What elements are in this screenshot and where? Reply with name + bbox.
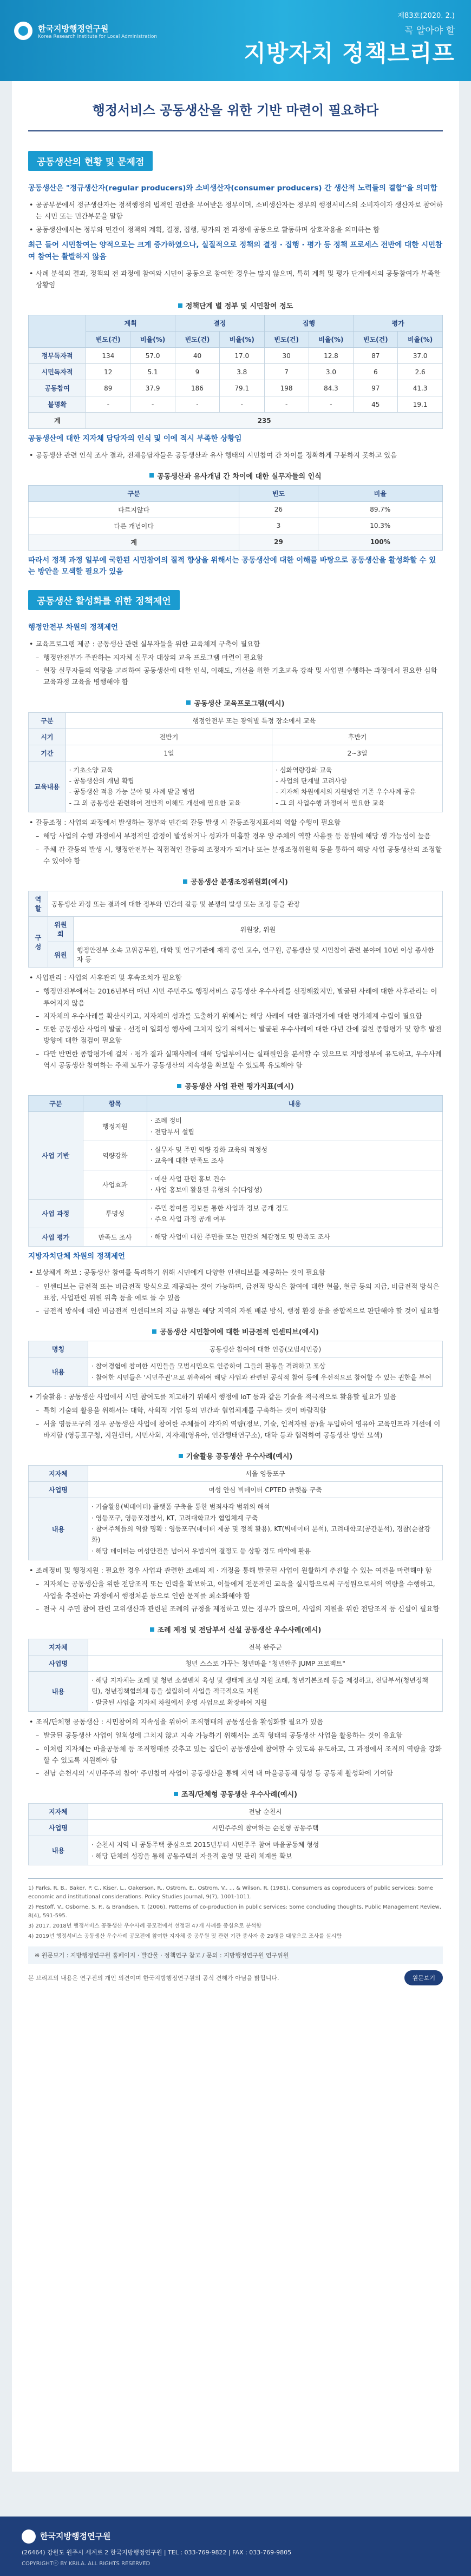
square-icon	[178, 303, 182, 308]
incentive-table: 명칭 공동생산 참여에 대한 인증(모범시민증) 내용 · 참여경험에 참여한 시민들을 모범시민으로 인증하여 그들의 활동을 격려하고 포상 · 참여한 시민들은 '시민주권'으로 위촉하여 해당 사업과 관련된 공식적 참여 등에 우선적으로 참여할 수 있는 권한을 부여	[28, 1341, 443, 1387]
table-header: 계획	[86, 315, 175, 332]
sub-bullet: – 특히 기술의 활용을 위해서는 대학, 사회적 기업 등의 민간과 협업체계를 구축하는 것이 바람직함	[28, 1405, 443, 1416]
table-header: 비율(%)	[219, 332, 264, 348]
square-icon	[179, 1454, 183, 1458]
sub-bullet: – 또한 공동생산 사업의 발굴 · 선정이 일회성 행사에 그치지 않기 위해서는 발굴된 우수사례에 대한 다년 간에 걸친 종합평가 및 향후 발전방향에 대한 점검이 필요함	[28, 1023, 443, 1047]
sub-bullet: – 현장 실무자들의 역량을 고려하여 공동생산에 대한 인식, 이해도, 개선을 위한 기초교육 강좌 및 사업별 수행하는 과정에서 필요한 심화교육과정 교육을 병행해야 함	[28, 665, 443, 688]
table-total-row: 계 235	[29, 413, 443, 429]
table-header: 구분	[29, 485, 239, 501]
footer-copyright: COPYRIGHTⓒ BY KRILA. ALL RIGHTS RESERVED	[22, 2561, 151, 2567]
table-header: 빈도(건)	[175, 332, 219, 348]
sub-bullet: – 인센티브는 금전적 또는 비금전적 방식으로 제공되는 것이 가능하며, 금전적 방식은 참여에 대한 현물, 현금 등의 지급, 비금전적 방식은 표창, 사업관련 위원 위촉 등을 예로 들 수 있음	[28, 1281, 443, 1304]
sub-bullet: – 발굴된 공동생산 사업이 일회성에 그치지 않고 지속 가능하기 위해서는 조직 형태의 공동생산 사업을 활용하는 것이 유효함	[28, 1730, 443, 1741]
bullet-text: • 갈등조정 : 사업의 과정에서 발생하는 정부와 민간의 갈등 발생 시 갈등조정지표서의 역할 수행이 필요함	[28, 817, 443, 828]
table-header: 내용	[147, 1096, 443, 1112]
contact-info: ※ 원문보기 : 지방행정연구원 홈페이지 · 발간물 · 정책연구 참고 / 문의 : 지방행정연구원 연구위원	[28, 1946, 443, 1964]
table-row: 사업 평가 만족도 조사 · 해당 사업에 대한 주민들 또는 민간의 체감정도 및 만족도 조사	[29, 1228, 443, 1246]
lead-text: 공동생산에 대한 지자체 담당자의 인식 및 이에 적시 부족한 상황임	[28, 434, 242, 443]
footer-address: (26464) 강원도 원주시 세계로 2 한국지방행정연구원 | TEL : 033-769-9822 | FAX : 033-769-9805	[22, 2549, 292, 2556]
logo-icon	[14, 22, 32, 40]
table-caption: 공동생산 시민참여에 대한 비금전적 인센티브(예시)	[28, 1326, 443, 1336]
disclaimer-text: 본 브리프의 내용은 연구진의 개인 의견이며 한국지방행정연구원의 공식 견해가 아님을 밝힙니다.	[28, 1975, 279, 1982]
table-caption: 공동생산 사업 관련 평가지표(예시)	[28, 1081, 443, 1091]
org-logo[interactable]	[14, 22, 157, 40]
sub-bullet: – 다만 반면한 종합평가에 걸쳐 · 평가 결과 실패사례에 대해 당업부에서는 실패원인을 분석할 수 있으므로 지방정부에 유도하고, 우수사례 역시 공동생산 참여하는 주체 모두가 공동생산의 지속성을 확보할 수 있도록 유도해야 함	[28, 1048, 443, 1071]
perception-table	[28, 485, 443, 551]
org-sub: Korea Research Institute for Local Administration	[38, 34, 158, 39]
disclaimer-row	[28, 1970, 443, 1985]
issue-number: 제83호(2020. 2.)	[397, 12, 455, 20]
square-icon	[150, 1627, 154, 1632]
table-caption: 공동생산 분쟁조정위원회(예시)	[28, 876, 443, 886]
table-row: 사업효과 · 예산 사업 관련 홍보 건수 · 사업 홍보에 활용된 유형의 수(다양성)	[29, 1170, 443, 1199]
table-row: 다르지않다 26 89.7%	[29, 501, 443, 518]
square-icon	[174, 1792, 178, 1796]
sub-bullet: – 지자체의 우수사례를 확산시키고, 지자체의 성과를 도출하기 위해서는 해당 사례에 대한 결과평가에 대한 평가체계 수립이 필요함	[28, 1010, 443, 1022]
footnote: 3) 2017, 2018년 행정서비스 공동생산 우수사례 공모전에서 선정된 47개 사례를 중심으로 분석함	[28, 1923, 261, 1930]
bullet-text: • 사례 분석의 결과, 정책의 전 과정에 참여와 시민이 공동으로 참여한 경우는 많지 않으며, 특히 계획 및 평가 단계에서의 공동참여가 부족한 상황임	[28, 268, 443, 291]
bullet-text: • 공동생산 관련 인식 조사 결과, 전체응답자들은 공동생산과 유사 행태의 시민참여 간 차이를 정확하게 구분하지 못하고 있음	[28, 449, 443, 461]
brief-brand: 지방자치 정책브리프	[244, 40, 455, 67]
footnotes	[28, 1878, 443, 1941]
table-caption: 조직/단체형 공동생산 우수사례(예시)	[28, 1789, 443, 1799]
sub-bullet: – 전남 순천시의 '시민주주의 참여' 주민참여 사업이 공동생산을 통해 지역 내 마을공동체 형성 등 공동체 활성화에 기여함	[28, 1767, 443, 1779]
table-caption: 공동생산과 유사개념 간 차이에 대한 실무자들의 인식	[28, 471, 443, 481]
sub-heading: 지방자치단체 차원의 정책제언	[28, 1251, 125, 1261]
header	[0, 0, 471, 81]
table-caption: 정책단계 별 정부 및 시민참여 정도	[28, 300, 443, 310]
table-header: 결정	[175, 315, 264, 332]
section-title-status: 공동생산의 현황 및 문제점	[28, 151, 153, 171]
table-caption: 공동생산 교육프로그램(예시)	[28, 698, 443, 708]
evaluation-table	[28, 1095, 443, 1247]
square-icon	[149, 473, 154, 478]
sub-bullet: – 해당 사업의 수행 과정에서 부정적인 감정이 발생하거나 성과가 미흡할 경우 양 주체의 역할 사용률 등 동원에 해당 생 가능성이 높음	[28, 830, 443, 842]
bullet-text: • 교육프로그램 제공 : 공동생산 관련 실무자들을 위한 교육체계 구축이 필요함	[28, 638, 443, 650]
table-row: 공동참여 89 37.9 186 79.1 198 84.3 97 41.3	[29, 380, 443, 396]
table-header: 비율(%)	[130, 332, 175, 348]
bullet-text: • 공공부문에서 정규생산자는 정책행정의 법적인 권한을 부여받은 정부이며, 소비생산자는 정부의 행정서비스의 소비자이자 생산자로 참여하는 시민 또는 민간부문을 말함	[28, 199, 443, 222]
table-header: 구분	[29, 1096, 83, 1112]
education-table: 구분 행정안전부 또는 광역별 특정 장소에서 교육 시기 전반기 후반기 기간 1일 2~3일 교육내용 · 기초소양 교육 - 공동생산의 개념 확립 - 공동생산 적용 가능 분야 및 사례 발굴 방법 - 그 외 공동생산 관련하여 전반적 이해도 개선에 필요한 교육 · 심화역량강화 교육 - 사업의 단계별 고려사항 - 지자체 차원에서의 지원방안 기존 우수사례 공유 - 그 외 사업수행 과정에서 필요한 교육	[28, 712, 443, 813]
table-header: 빈도(건)	[86, 332, 130, 348]
tagline: 꼭 알아야 할	[404, 25, 455, 36]
table-header: 항목	[83, 1096, 147, 1112]
sub-heading: 행정안전부 차원의 정책제언	[28, 623, 118, 632]
table-row: 정부독자적 134 57.0 40 17.0 30 12.8 87 37.0	[29, 348, 443, 364]
bullet-text: • 사업관리 : 사업의 사후관리 및 후속조치가 필요함	[28, 972, 443, 983]
table-header: 비율(%)	[398, 332, 443, 348]
square-icon	[186, 700, 191, 705]
bullet-text: • 조례정비 및 행정지원 : 필요한 경우 사업과 관련한 조례의 제 · 개정을 통해 발굴된 사업이 원활하게 추진할 수 있는 여건을 마련해야 함	[28, 1565, 443, 1576]
table-header: 비율(%)	[309, 332, 354, 348]
footnote: 1) Parks, R. B., Baker, P. C., Kiser, L., Oakerson, R., Ostrom, E., Ostrom, V., ... & Wilson, R. (1981). Consumers as coproducers of public services: Some economic and institutional considerations. Policy Studies Journal, 9(7), 1001-1011.	[28, 1885, 433, 1900]
table-caption: 조례 제정 및 전담부서 신설 공동생산 우수사례(예시)	[28, 1624, 443, 1634]
bullet-text: • 보상체계 확보 : 공동생산 참여를 독려하기 위해 시민에게 다양한 인센티브를 제공하는 것이 필요함	[28, 1267, 443, 1278]
bullet-text: • 기술활용 : 공동생산 사업에서 시민 참여도를 제고하기 위해서 행정에 IoT 등과 같은 기술을 적극적으로 활용할 필요가 있음	[28, 1391, 443, 1402]
square-icon	[183, 879, 187, 884]
square-icon	[152, 1329, 156, 1334]
bullet-text: • 공동생산에서는 정부와 민간이 정책의 계획, 결정, 집행, 평가의 전 과정에 공동으로 활동하며 상호작용을 의미하는 함	[28, 224, 443, 235]
tech-case-table: 지자체 서울 영등포구 사업명 여성 안심 빅데이터 CPTED 플랫폼 구축 내용 · 기술활용(빅데이터) 플랫폼 구축을 통한 범죄사각 범위의 해석 · 영등포구, 영등포경찰서, KT, 고려대학교가 협업체계 구축 · 참여주체들의 역할 명확 : 영등포구(데이터 제공 및 정책 활용), KT(빅데이터 분석), 고려대학교(공간분석), 경찰(순찰강화) · 해당 데이터는 여성안전을 넘어서 우범지역 결정도 등 상황 정도 파악에 활용	[28, 1465, 443, 1560]
footnote: 4) 2019년 행정서비스 공동생산 우수사례 공모전에 참여한 지자체 중 공무원 및 관련 기관 종사자 총 29명을 대상으로 조사를 실시함	[28, 1933, 342, 1940]
logo-icon	[22, 2529, 36, 2544]
lead-text: 따라서 정책 과정 일부에 국한된 시민참여의 질적 향상을 위해서는 공동생산에 대한 이해를 바탕으로 공동생산을 활성화할 수 있는 방안을 모색할 필요가 있음	[28, 555, 436, 577]
sub-bullet: – 서울 영등포구의 경우 공동생산 사업에 참여한 주체들이 각자의 역량(정보, 기술, 인적자원 등)을 투입하여 영유아 교육인프라 개선에 이바지함 (영등포구청, 지원센터, 시민사회, 지자체(영유아, 인간행태연구소), 대학 등과 협력하여 공동생산 방안 모색)	[28, 1418, 443, 1441]
table-header: 빈도(건)	[354, 332, 398, 348]
table-header: 비율	[318, 485, 443, 501]
bullet-text: • 조직/단체형 공동생산 : 시민참여의 지속성을 위하여 조직형태의 공동생산을 활성화할 필요가 있음	[28, 1716, 443, 1727]
footer-logo[interactable]: 한국지방행정연구원	[22, 2529, 449, 2544]
section-title-proposals: 공동생산 활성화를 위한 정책제언	[28, 590, 180, 610]
ordinance-case-table: 지자체 전북 완주군 사업명 청년 스스로 가꾸는 청년마을 "청년완주 JUMP 프로젝트" 내용 · 해당 지자체는 조례 및 청년 소셜벤처 육성 및 생태계 조성 지원 조례, 청년기본조례 등을 제정하고, 전담부서(청년정책팀), 청년정책협의체 등을 설립하여 사업을 적극적으로 지원 · 발굴된 사업을 지자체 차원에서 운영 사업으로 확장하여 지원	[28, 1639, 443, 1712]
table-row: 불명확 - - - - - - 45 19.1	[29, 396, 443, 413]
organization-case-table: 지자체 전남 순천시 사업명 시민주주의 참여하는 순천형 공동주택 내용 · 순천시 지역 내 공동주택 중심으로 2015년부터 시민주주 참여 마을공동체 형성 · 해당 단체의 성장을 통해 공동주택의 자율적 운영 및 관리 체계를 확보	[28, 1803, 443, 1865]
content-paper	[12, 81, 459, 2472]
dispute-committee-table: 역할 공동생산 과정 또는 결과에 대한 정부와 민간의 갈등 및 분쟁의 발생 또는 조정 등을 관장 구성 위원회 위원장, 위원 위원 행정안전부 소속 고위공무원, 대학 및 연구기관에 재직 중인 교수, 연구원, 공동생산 및 시민참여 관련 분야에 10년 이상 종사한 자 등	[28, 891, 443, 968]
table-header	[29, 315, 86, 348]
table-row: 다른 개념이다 3 10.3%	[29, 518, 443, 534]
lead-text: 공동생산은 "정규생산자(regular producers)와 소비생산자(consumer producers) 간 생산적 노력들의 결합"을 의미함	[28, 184, 437, 193]
table-row: 역량강화 · 실무자 및 주민 역량 강화 교육의 적정성 · 교육에 대한 만족도 조사	[29, 1141, 443, 1170]
sub-bullet: – 행정안전부에서는 2016년부터 매년 시민 주민주도 행정서비스 공동생산 우수사례를 선정해왔지만, 발굴된 사례에 대한 사후관리는 이루어지지 않음	[28, 985, 443, 1009]
view-original-button[interactable]: 원문보기	[404, 1970, 443, 1985]
table-header: 빈도	[239, 485, 318, 501]
table-header: 평가	[354, 315, 443, 332]
participation-table	[28, 315, 443, 429]
sub-bullet: – 주체 간 갈등의 발생 시, 행정안전부는 직접적인 갈등의 조정자가 되거나 또는 분쟁조정위원회 등을 통하여 해당 사업 공동생산의 조정할 수 있어야 함	[28, 844, 443, 867]
sub-bullet: – 행정안전부가 주관하는 지자체 실무자 대상의 교육 프로그램 마련이 필요함	[28, 652, 443, 663]
sub-bullet: – 이처럼 지자체는 마을공동체 등 조직형태를 갖추고 있는 집단이 공동생산에 참여할 수 있도록 유도하고, 그 과정에서 조직의 역량을 강화할 수 있도록 지원해야 함	[28, 1743, 443, 1766]
table-row: 계 29 100%	[29, 534, 443, 550]
footnote: 2) Pestoff, V., Osborne, S. P., & Brandsen, T. (2006). Patterns of co-production in public services: Some concluding thoughts. Public Management Review, 8(4), 591-595.	[28, 1904, 441, 1919]
page-title: 행정서비스 공동생산을 위한 기반 마련이 필요하다	[28, 81, 443, 131]
table-header: 빈도(건)	[264, 332, 309, 348]
square-icon	[177, 1084, 181, 1088]
table-row: 사업 기반 행정지원 · 조례 정비 · 전담부서 설립	[29, 1112, 443, 1141]
sub-bullet: – 전국 시 주민 참여 관련 고위생산과 관련된 조례의 규정을 제정하고 있는 경우가 많으며, 사업의 지원을 위한 전담조직 등 신설이 필요함	[28, 1603, 443, 1614]
org-name: 한국지방행정연구원	[38, 23, 109, 34]
table-row: 시민독자적 12 5.1 9 3.8 7 3.0 6 2.6	[29, 364, 443, 380]
footer	[0, 2517, 471, 2576]
table-header: 집행	[264, 315, 354, 332]
sub-bullet: – 금전적 방식에 대한 비금전적 인센티브의 지급 유형은 해당 지역의 자원 배분 방식, 행정 환경 등을 종합적으로 판단해야 할 것이 필요함	[28, 1305, 443, 1316]
sub-bullet: – 지자체는 공동생산을 위한 전담조직 또는 인력을 확보하고, 이들에게 전문적인 교육을 실시함으로써 구성원으로서의 역량을 수행하고, 사업을 추진하는 과정에서 행정처분 등으로 인한 문제를 최소화해야 함	[28, 1578, 443, 1601]
table-caption: 기술활용 공동생산 우수사례(예시)	[28, 1451, 443, 1461]
lead-text: 최근 들어 시민참여는 양적으로는 크게 증가하였으나, 실질적으로 정책의 결정 · 집행 · 평가 등 정책 프로세스 전반에 대한 시민참여 참여는 활발하지 않음	[28, 241, 443, 261]
table-row: 사업 과정 투명성 · 주민 참여를 정보를 통한 사업과 정보 공개 정도 · 주요 사업 과정 공개 여부	[29, 1199, 443, 1228]
